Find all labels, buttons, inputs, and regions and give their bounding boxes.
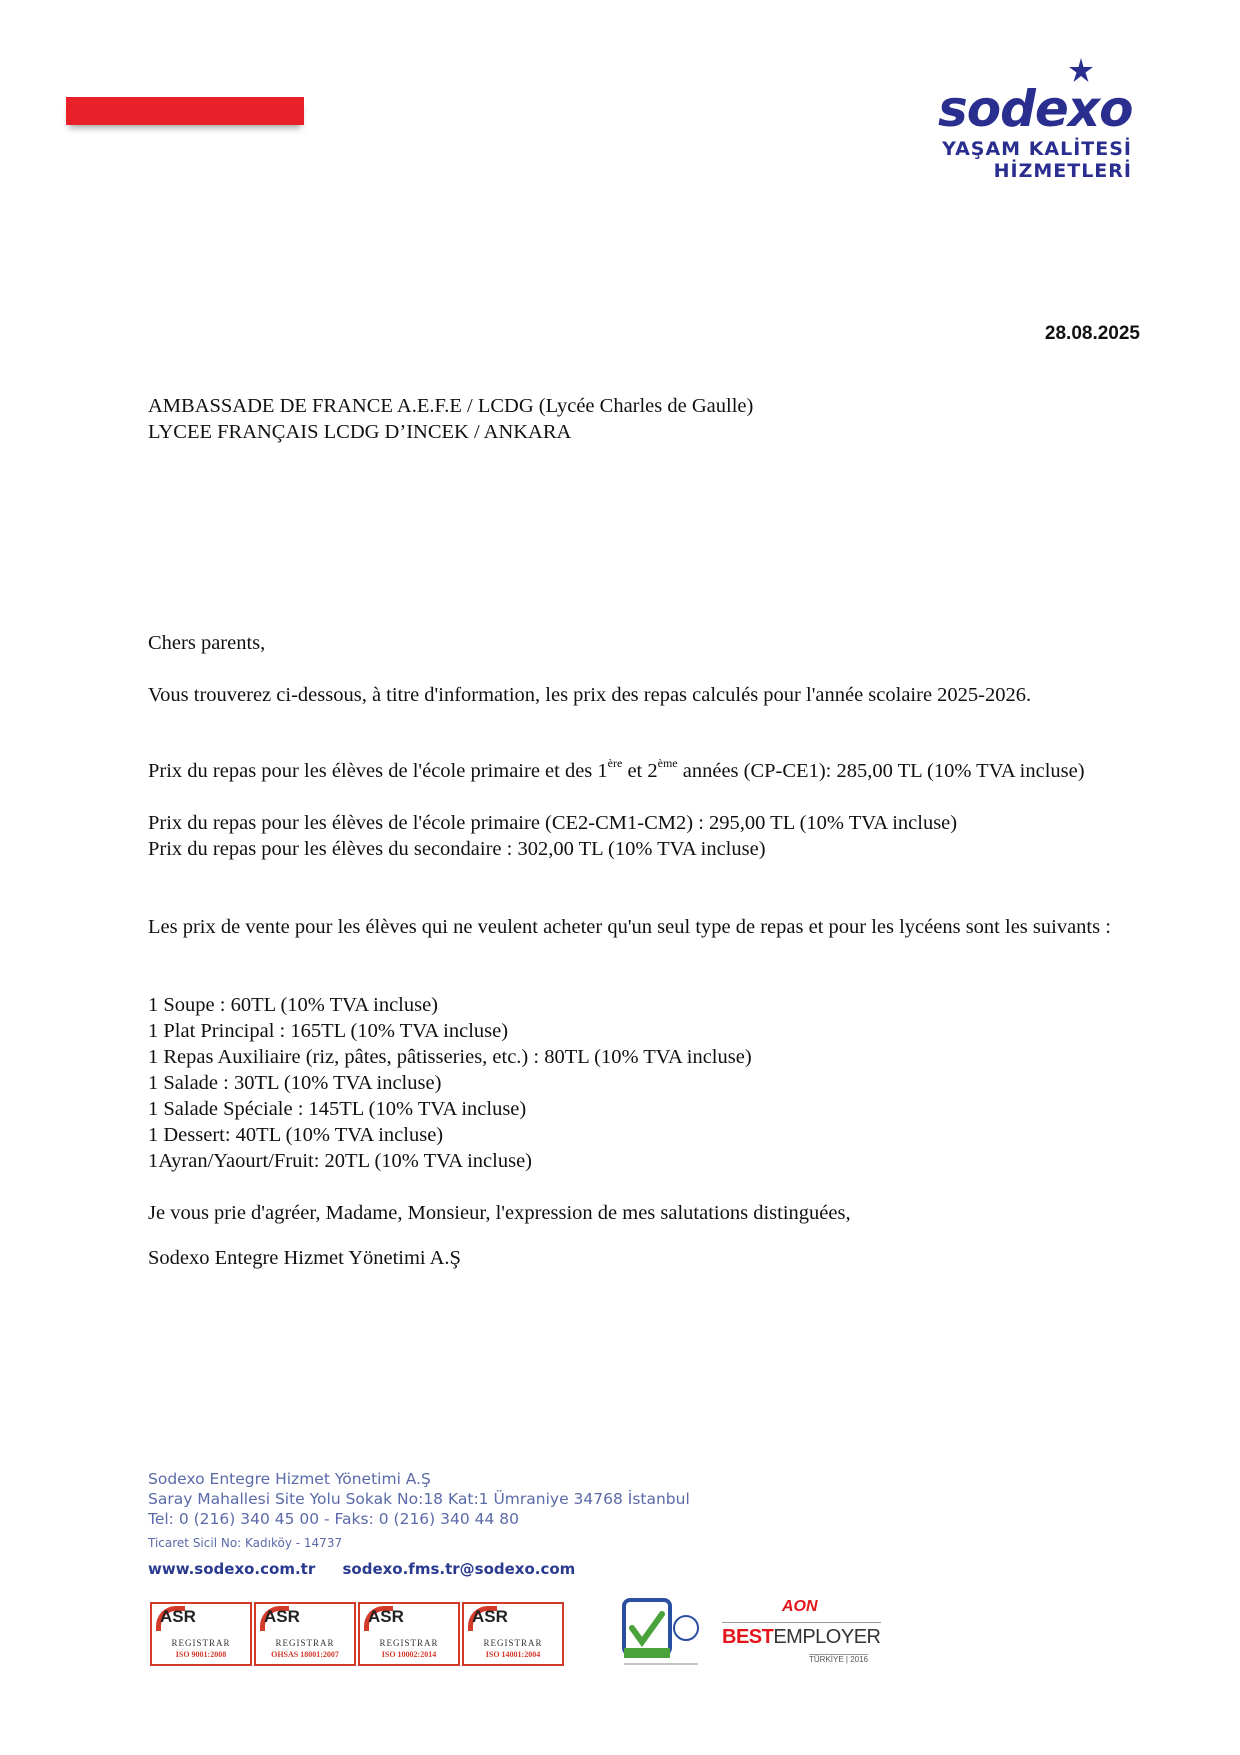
cert-badge-ohsas-18001: ASR REGISTRAR OHSAS 18001:2007 (254, 1602, 356, 1666)
letter-date: 28.08.2025 (1044, 323, 1140, 344)
item-ayran-yaourt-fruit: 1Ayran/Yaourt/Fruit: 20TL (10% TVA incluse) (148, 1150, 532, 1172)
price-line-secondary: Prix du repas pour les élèves du secondaire : 302,00 TL (10% TVA incluse) (148, 838, 766, 860)
header-red-bar (66, 97, 304, 125)
signature: Sodexo Entegre Hizmet Yönetimi A.Ş (148, 1247, 461, 1269)
item-salade: 1 Salade : 30TL (10% TVA incluse) (148, 1072, 442, 1094)
cert-badge-iso-10002: ASR REGISTRAR ISO 10002:2014 (358, 1602, 460, 1666)
footer-phone: Tel: 0 (216) 340 45 00 - Faks: 0 (216) 340 44 80 (148, 1510, 520, 1528)
single-meal-intro: Les prix de vente pour les élèves qui ne veulent acheter qu'un seul type de repas et pour les lycéens sont les suivants : (148, 916, 1111, 938)
sodexo-logo (810, 58, 1140, 182)
email-link[interactable]: sodexo.fms.tr@sodexo.com (342, 1560, 576, 1578)
recipient-line-2: LYCEE FRANÇAIS LCDG D’INCEK / ANKARA (148, 421, 572, 443)
best-employer-year: TÜRKİYE | 2016 (809, 1655, 868, 1664)
item-salade-speciale: 1 Salade Spéciale : 145TL (10% TVA incluse) (148, 1098, 527, 1120)
best-employer-label: BESTEMPLOYER (722, 1622, 881, 1649)
cert-badge-iso-14001: ASR REGISTRAR ISO 14001:2004 (462, 1602, 564, 1666)
recipient-line-1: AMBASSADE DE FRANCE A.E.F.E / LCDG (Lycée Charles de Gaulle) (148, 395, 754, 417)
cert-badge-iso-9001: ASR REGISTRAR ISO 9001:2008 (150, 1602, 252, 1666)
aon-best-employer-badge (722, 1598, 881, 1668)
brand-name: sodexo (938, 80, 1133, 138)
closing-formula: Je vous prie d'agréer, Madame, Monsieur, l'expression de mes salutations distinguées, (148, 1202, 851, 1224)
item-dessert: 1 Dessert: 40TL (10% TVA incluse) (148, 1124, 444, 1146)
footer-address: Saray Mahallesi Site Yolu Sokak No:18 Kat:1 Ümraniye 34768 İstanbul (148, 1490, 690, 1508)
salutation: Chers parents, (148, 632, 266, 654)
item-plat-principal: 1 Plat Principal : 165TL (10% TVA incluse) (148, 1020, 509, 1042)
price-line-primary-ce2-cm2: Prix du repas pour les élèves de l'école primaire (CE2-CM1-CM2) : 295,00 TL (10% TVA incluse) (148, 812, 958, 834)
website-link[interactable]: www.sodexo.com.tr (148, 1560, 316, 1578)
q-food-safe-logo (618, 1598, 708, 1668)
footer-registry: Ticaret Sicil No: Kadıköy - 14737 (148, 1536, 343, 1550)
price-line-primary-cp-ce1: Prix du repas pour les élèves de l'école primaire et des 1ère et 2ème années (CP-CE1): 285,00 TL (10% TVA incluse) (148, 756, 1085, 782)
footer-links (148, 1560, 597, 1578)
item-soupe: 1 Soupe : 60TL (10% TVA incluse) (148, 994, 439, 1016)
intro-paragraph: Vous trouverez ci-dessous, à titre d'information, les prix des repas calculés pour l'année scolaire 2025-2026. (148, 684, 1032, 706)
item-repas-auxiliaire: 1 Repas Auxiliaire (riz, pâtes, pâtisseries, etc.) : 80TL (10% TVA incluse) (148, 1046, 752, 1068)
aon-logo: AON (782, 1598, 818, 1615)
footer-company: Sodexo Entegre Hizmet Yönetimi A.Ş (148, 1470, 431, 1488)
brand-tagline: YAŞAM KALİTESİ HİZMETLERİ (942, 138, 1132, 182)
